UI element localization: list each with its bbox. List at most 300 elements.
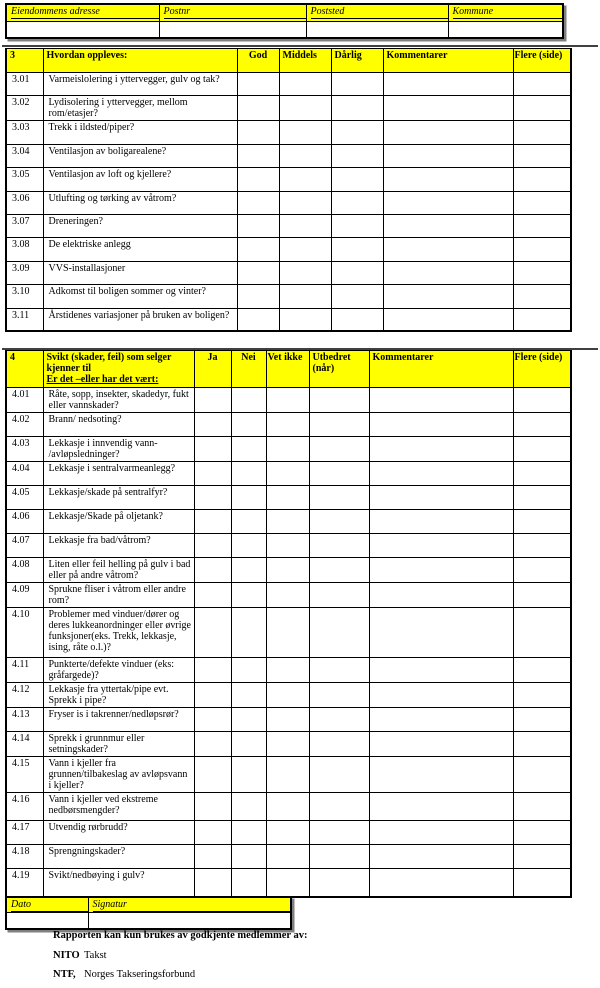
flere-side-cell[interactable] [513,683,571,708]
middels-answer-cell[interactable] [279,214,331,237]
kommentar-cell[interactable] [369,486,513,510]
kommentar-cell[interactable] [369,821,513,845]
nei-answer-cell[interactable] [231,462,266,486]
flere-side-cell[interactable] [513,558,571,583]
vet-ikke-answer-cell[interactable] [266,845,309,869]
row-question: Trekk i ildsted/piper? [43,121,237,144]
ja-answer-cell[interactable] [194,388,231,413]
utbedret-cell[interactable] [309,558,369,583]
section3-row [6,144,571,167]
section3-row [6,73,571,96]
flere-side-cell[interactable] [513,510,571,534]
flere-side-cell[interactable] [513,821,571,845]
row-number: 3.04 [6,144,43,167]
middels-answer-cell[interactable] [279,261,331,284]
ja-answer-cell[interactable] [194,413,231,437]
row-number: 4.12 [6,683,43,708]
flere-side-cell[interactable] [513,437,571,462]
poststed-header-cell [306,4,448,22]
row-number: 4.08 [6,558,43,583]
row-number: 4.13 [6,708,43,732]
god-answer-cell[interactable] [237,121,279,144]
section4-row [6,558,571,583]
ja-answer-cell[interactable] [194,658,231,683]
vet-ikke-answer-cell[interactable] [266,793,309,821]
row-number: 3.01 [6,73,43,96]
row-question: De elektriske anlegg [43,238,237,261]
row-question: Vann i kjeller ved ekstreme nedbørsmengder? [43,793,194,821]
ja-answer-cell[interactable] [194,608,231,658]
member-organization [53,950,473,962]
flere-side-cell[interactable] [513,168,571,191]
ja-answer-cell[interactable] [194,534,231,558]
nei-answer-cell[interactable] [231,708,266,732]
row-number: 3.10 [6,285,43,308]
section4-row [6,793,571,821]
row-question: Ventilasjon av boligarealene? [43,144,237,167]
row-number: 4.11 [6,658,43,683]
kommentar-cell[interactable] [369,608,513,658]
kommentar-cell[interactable] [383,214,513,237]
section3-row [6,261,571,284]
vet-ikke-answer-cell[interactable] [266,708,309,732]
vet-ikke-answer-cell[interactable] [266,608,309,658]
ja-answer-cell[interactable] [194,437,231,462]
dato-header-cell [6,897,88,913]
nei-answer-cell[interactable] [231,757,266,793]
vet-ikke-answer-cell[interactable] [266,583,309,608]
signature-header-row [6,897,291,913]
address-input-cell[interactable] [6,22,159,39]
darlig-answer-cell[interactable] [331,96,383,121]
middels-answer-cell[interactable] [279,238,331,261]
ja-answer-cell[interactable] [194,793,231,821]
vet-ikke-answer-cell[interactable] [266,732,309,757]
section4-header-row [6,351,571,388]
poststed-label: Poststed [310,6,345,17]
darlig-answer-cell[interactable] [331,121,383,144]
nei-column-header: Nei [231,351,266,388]
god-column-header: God [237,49,279,73]
row-number: 4.01 [6,388,43,413]
poststed-input-cell[interactable] [306,22,448,39]
section4-row [6,608,571,658]
god-answer-cell[interactable] [237,238,279,261]
row-number: 4.18 [6,845,43,869]
row-number: 3.08 [6,238,43,261]
darlig-answer-cell[interactable] [331,191,383,214]
middels-column-header: Middels [279,49,331,73]
ja-answer-cell[interactable] [194,869,231,897]
darlig-answer-cell[interactable] [331,214,383,237]
kommentar-cell[interactable] [383,261,513,284]
section3-row [6,214,571,237]
darlig-answer-cell[interactable] [331,238,383,261]
section4-row [6,486,571,510]
middels-answer-cell[interactable] [279,121,331,144]
kommune-label: Kommune [452,6,494,17]
row-number: 4.14 [6,732,43,757]
god-answer-cell[interactable] [237,73,279,96]
ja-answer-cell[interactable] [194,845,231,869]
vet-ikke-answer-cell[interactable] [266,658,309,683]
kommentar-cell[interactable] [383,144,513,167]
flere-side-cell[interactable] [513,658,571,683]
row-number: 4.09 [6,583,43,608]
flere-side-cell[interactable] [513,732,571,757]
section4-row [6,510,571,534]
address-header-row [6,4,563,22]
row-question: Lekkasje i sentralvarmeanlegg? [43,462,194,486]
ja-answer-cell[interactable] [194,821,231,845]
utbedret-cell[interactable] [309,413,369,437]
god-answer-cell[interactable] [237,191,279,214]
flere-side-cell[interactable] [513,583,571,608]
row-number: 3.06 [6,191,43,214]
vet-ikke-answer-cell[interactable] [266,869,309,897]
kommune-header-cell [448,4,563,22]
kommentar-cell[interactable] [383,285,513,308]
kommentar-cell[interactable] [383,96,513,121]
ja-answer-cell[interactable] [194,510,231,534]
signatur-label: Signatur [92,899,127,910]
flere-side-cell[interactable] [513,869,571,897]
ja-answer-cell[interactable] [194,583,231,608]
kommentar-cell[interactable] [383,168,513,191]
section4-title [43,351,194,388]
row-number: 4.03 [6,437,43,462]
vet-ikke-answer-cell[interactable] [266,757,309,793]
section3-header-row [6,49,571,73]
flere-side-cell[interactable] [513,96,571,121]
section4-row [6,462,571,486]
kommentar-cell[interactable] [369,732,513,757]
row-number: 3.03 [6,121,43,144]
row-number: 4.19 [6,869,43,897]
dato-label: Dato [11,899,31,910]
postnr-header-cell [159,4,306,22]
ja-column-header: Ja [194,351,231,388]
kommentar-cell[interactable] [383,191,513,214]
god-answer-cell[interactable] [237,285,279,308]
section3-table [5,48,572,332]
vet-ikke-answer-cell[interactable] [266,510,309,534]
ja-answer-cell[interactable] [194,486,231,510]
kommentar-cell[interactable] [369,534,513,558]
utbedret-cell[interactable] [309,486,369,510]
utbedret-cell[interactable] [309,845,369,869]
kommentar-cell[interactable] [369,708,513,732]
row-question: Lekkasje fra yttertak/pipe evt. Sprekk i pipe? [43,683,194,708]
row-question: Lekkasje i innvendig vann- /avløpsledninger? [43,437,194,462]
nei-answer-cell[interactable] [231,486,266,510]
row-question: Fryser is i takrenner/nedløpsrør? [43,708,194,732]
kommentarer-column-header: Kommentarer [383,49,513,73]
flere-side-cell[interactable] [513,388,571,413]
kommentar-cell[interactable] [369,793,513,821]
flere-side-cell[interactable] [513,608,571,658]
kommentar-cell[interactable] [383,238,513,261]
ja-answer-cell[interactable] [194,683,231,708]
flere-side-cell[interactable] [513,413,571,437]
ja-answer-cell[interactable] [194,732,231,757]
utbedret-cell[interactable] [309,869,369,897]
nei-answer-cell[interactable] [231,732,266,757]
section3-number: 3 [6,49,43,73]
row-question: Utvendig rørbrudd? [43,821,194,845]
utbedret-cell[interactable] [309,658,369,683]
nei-answer-cell[interactable] [231,608,266,658]
kommentar-cell[interactable] [369,658,513,683]
nei-answer-cell[interactable] [231,793,266,821]
flere-side-cell[interactable] [513,708,571,732]
row-number: 4.15 [6,757,43,793]
postnr-label: Postnr [163,6,191,17]
postnr-input-cell[interactable] [159,22,306,39]
row-number: 4.05 [6,486,43,510]
row-number: 4.06 [6,510,43,534]
nei-answer-cell[interactable] [231,413,266,437]
kommentar-cell[interactable] [369,583,513,608]
section4-row [6,683,571,708]
section4-row [6,413,571,437]
section4-title-text: Svikt (skader, feil) som selger kjenner til [46,352,172,374]
row-number: 4.04 [6,462,43,486]
row-number: 3.02 [6,96,43,121]
darlig-answer-cell[interactable] [331,285,383,308]
flere-side-cell[interactable] [513,793,571,821]
vet-ikke-answer-cell[interactable] [266,683,309,708]
kommentar-cell[interactable] [369,845,513,869]
vet-ikke-answer-cell[interactable] [266,486,309,510]
kommentar-cell[interactable] [369,757,513,793]
flere-side-cell[interactable] [513,534,571,558]
utbedret-cell[interactable] [309,437,369,462]
flere-side-column-header: Flere (side) [513,49,571,73]
utbedret-cell[interactable] [309,534,369,558]
row-question: Varmeislolering i yttervegger, gulv og tak? [43,73,237,96]
utbedret-cell[interactable] [309,608,369,658]
row-question: Årstidenes variasjoner på bruken av boligen? [43,308,237,331]
row-number: 4.17 [6,821,43,845]
signatur-input-cell[interactable] [88,913,291,930]
flere-side-cell[interactable] [513,308,571,331]
utbedret-cell[interactable] [309,821,369,845]
nei-answer-cell[interactable] [231,558,266,583]
ja-answer-cell[interactable] [194,462,231,486]
kommentar-cell[interactable] [369,462,513,486]
section4-row [6,732,571,757]
kommentar-cell[interactable] [369,510,513,534]
flere-side-cell[interactable] [513,238,571,261]
address-input-row [6,22,563,39]
section4-row [6,437,571,462]
vet-ikke-answer-cell[interactable] [266,558,309,583]
kommentar-cell[interactable] [383,73,513,96]
kommentar-cell[interactable] [369,388,513,413]
god-answer-cell[interactable] [237,214,279,237]
middels-answer-cell[interactable] [279,191,331,214]
god-answer-cell[interactable] [237,144,279,167]
middels-answer-cell[interactable] [279,168,331,191]
god-answer-cell[interactable] [237,308,279,331]
section4-row [6,388,571,413]
utbedret-column-header: Utbedret (når) [309,351,369,388]
vet-ikke-answer-cell[interactable] [266,462,309,486]
row-question: Råte, sopp, insekter, skadedyr, fukt eller vannskader? [43,388,194,413]
god-answer-cell[interactable] [237,168,279,191]
footer [53,930,473,988]
row-question: Punkterte/defekte vinduer (eks: gråfargede)? [43,658,194,683]
vet-ikke-answer-cell[interactable] [266,437,309,462]
row-question: Ventilasjon av loft og kjellere? [43,168,237,191]
nei-answer-cell[interactable] [231,869,266,897]
member-name: Takst [84,950,107,961]
section4-row [6,821,571,845]
god-answer-cell[interactable] [237,261,279,284]
row-question: Lekkasje/skade på sentralfyr? [43,486,194,510]
middels-answer-cell[interactable] [279,144,331,167]
ja-answer-cell[interactable] [194,757,231,793]
flere-side-cell[interactable] [513,486,571,510]
flere-side-cell[interactable] [513,261,571,284]
signatur-header-cell [88,897,291,913]
dato-input-cell[interactable] [6,913,88,930]
section-divider-rule [2,45,598,48]
row-question: Lydisolering i yttervegger, mellom rom/etasjer? [43,96,237,121]
section4-subtitle-text: Er det –eller har det vært: [46,374,159,385]
nei-answer-cell[interactable] [231,683,266,708]
kommune-input-cell[interactable] [448,22,563,39]
section3-row [6,121,571,144]
utbedret-cell[interactable] [309,388,369,413]
vet-ikke-answer-cell[interactable] [266,413,309,437]
vet-ikke-answer-cell[interactable] [266,821,309,845]
row-question: Vann i kjeller fra grunnen/tilbakeslag av avløpsvann i kjeller? [43,757,194,793]
god-answer-cell[interactable] [237,96,279,121]
ja-answer-cell[interactable] [194,558,231,583]
darlig-answer-cell[interactable] [331,261,383,284]
kommentar-cell[interactable] [383,308,513,331]
middels-answer-cell[interactable] [279,96,331,121]
kommentar-cell[interactable] [369,558,513,583]
utbedret-cell[interactable] [309,683,369,708]
utbedret-cell[interactable] [309,510,369,534]
row-number: 4.16 [6,793,43,821]
nei-answer-cell[interactable] [231,510,266,534]
flere-side-cell[interactable] [513,121,571,144]
nei-answer-cell[interactable] [231,658,266,683]
section4-row [6,845,571,869]
kommentar-cell[interactable] [369,683,513,708]
section4-row [6,757,571,793]
section3-row [6,168,571,191]
address-table [5,3,564,39]
signature-input-row [6,913,291,930]
section4-number: 4 [6,351,43,388]
middels-answer-cell[interactable] [279,285,331,308]
section3-row [6,96,571,121]
row-question: Lekkasje fra bad/våtrom? [43,534,194,558]
row-number: 4.10 [6,608,43,658]
utbedret-cell[interactable] [309,583,369,608]
member-abbr: NTF, [53,969,76,980]
kommentar-cell[interactable] [369,413,513,437]
row-number: 3.05 [6,168,43,191]
middels-answer-cell[interactable] [279,308,331,331]
utbedret-cell[interactable] [309,732,369,757]
kommentar-cell[interactable] [383,121,513,144]
section4-row [6,708,571,732]
address-header-cell [6,4,159,22]
footer-title: Rapporten kan kun brukes av godkjente medlemmer av: [53,930,308,941]
flere-side-cell[interactable] [513,191,571,214]
flere-side-cell[interactable] [513,757,571,793]
member-organization [53,969,473,981]
nei-answer-cell[interactable] [231,534,266,558]
utbedret-cell[interactable] [309,757,369,793]
flere-side-cell[interactable] [513,845,571,869]
vet-ikke-answer-cell[interactable] [266,388,309,413]
flere-side-column-header: Flere (side) [513,351,571,388]
row-number: 3.07 [6,214,43,237]
row-question: Liten eller feil helling på gulv i bad eller på andre våtrom? [43,558,194,583]
flere-side-cell[interactable] [513,285,571,308]
row-question: Svikt/nedbøying i gulv? [43,869,194,897]
vet-ikke-answer-cell[interactable] [266,534,309,558]
flere-side-cell[interactable] [513,144,571,167]
kommentar-cell[interactable] [369,437,513,462]
section4-row [6,583,571,608]
nei-answer-cell[interactable] [231,821,266,845]
section3-row [6,308,571,331]
signature-table [5,896,292,930]
darlig-answer-cell[interactable] [331,308,383,331]
row-question: Brann/ nedsoting? [43,413,194,437]
darlig-answer-cell[interactable] [331,168,383,191]
section4-table [5,350,572,898]
row-number: 3.09 [6,261,43,284]
utbedret-cell[interactable] [309,462,369,486]
row-question: VVS-installasjoner [43,261,237,284]
section3-row [6,191,571,214]
row-question: Problemer med vinduer/dører og deres lukkeanordninger eller øvrige funksjoner(eks. Trekk, lekkasje, ising, råte o.l.)? [43,608,194,658]
section3-row [6,238,571,261]
darlig-column-header: Dårlig [331,49,383,73]
ja-answer-cell[interactable] [194,708,231,732]
nei-answer-cell[interactable] [231,437,266,462]
utbedret-cell[interactable] [309,708,369,732]
section4-row [6,658,571,683]
nei-answer-cell[interactable] [231,388,266,413]
middels-answer-cell[interactable] [279,73,331,96]
row-question: Adkomst til boligen sommer og vinter? [43,285,237,308]
flere-side-cell[interactable] [513,73,571,96]
vet-ikke-column-header: Vet ikke [266,351,309,388]
kommentar-cell[interactable] [369,869,513,897]
section4-row [6,869,571,897]
row-question: Sprukne fliser i våtrom eller andre rom? [43,583,194,608]
darlig-answer-cell[interactable] [331,73,383,96]
darlig-answer-cell[interactable] [331,144,383,167]
nei-answer-cell[interactable] [231,583,266,608]
row-number: 4.07 [6,534,43,558]
row-question: Sprengningskader? [43,845,194,869]
flere-side-cell[interactable] [513,462,571,486]
nei-answer-cell[interactable] [231,845,266,869]
flere-side-cell[interactable] [513,214,571,237]
utbedret-cell[interactable] [309,793,369,821]
